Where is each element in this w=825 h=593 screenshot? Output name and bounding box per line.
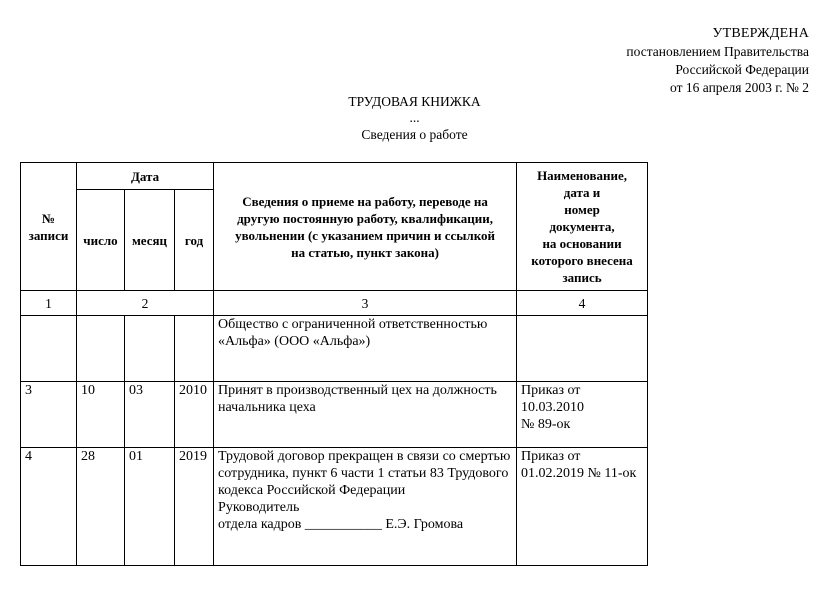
approval-line-3: от 16 апреля 2003 г. № 2 bbox=[670, 80, 809, 95]
column-number-1: 1 bbox=[21, 291, 77, 316]
table-row bbox=[21, 382, 648, 448]
record-day: 10 bbox=[77, 382, 125, 448]
record-no: 4 bbox=[21, 448, 77, 566]
record-no: 3 bbox=[21, 382, 77, 448]
record-basis bbox=[517, 316, 648, 382]
record-info: Принят в производственный цех на должность начальника цеха bbox=[214, 382, 517, 448]
record-day: 28 bbox=[77, 448, 125, 566]
column-number-row bbox=[21, 291, 648, 316]
header-year: год bbox=[175, 190, 214, 291]
document-title: ТРУДОВАЯ КНИЖКА bbox=[348, 94, 481, 109]
record-month: 01 bbox=[125, 448, 175, 566]
header-day: число bbox=[77, 190, 125, 291]
approval-line-2: Российской Федерации bbox=[675, 62, 809, 77]
table-row bbox=[21, 316, 648, 382]
record-info: Трудовой договор прекращен в связи со смертью сотрудника, пункт 6 части 1 статьи 83 Трудового кодекса Российской Федерации Руководитель отдела кадров ___________ Е.Э. Громова bbox=[214, 448, 517, 566]
header-month: месяц bbox=[125, 190, 175, 291]
record-month bbox=[125, 316, 175, 382]
table-row bbox=[21, 448, 648, 566]
record-no bbox=[21, 316, 77, 382]
approval-line-1: постановлением Правительства bbox=[626, 44, 809, 59]
record-info: Общество с ограниченной ответственностью «Альфа» (ООО «Альфа») bbox=[214, 316, 517, 382]
column-number-2: 2 bbox=[77, 291, 214, 316]
header-record-no: № записи bbox=[21, 163, 77, 291]
record-year: 2010 bbox=[175, 382, 214, 448]
approval-stamp bbox=[626, 25, 809, 97]
header-basis: Наименование, дата и номер документа, на основании которого внесена запись bbox=[517, 163, 648, 291]
record-month: 03 bbox=[125, 382, 175, 448]
header-date: Дата bbox=[77, 163, 214, 190]
column-number-4: 4 bbox=[517, 291, 648, 316]
record-year: 2019 bbox=[175, 448, 214, 566]
work-records-table bbox=[20, 162, 648, 566]
record-year bbox=[175, 316, 214, 382]
header-row-1 bbox=[21, 163, 648, 190]
column-number-3: 3 bbox=[214, 291, 517, 316]
record-day bbox=[77, 316, 125, 382]
header-info: Сведения о приеме на работу, переводе на другую постоянную работу, квалификации, увольнении (с указанием причин и ссылкой на статью, пункт закона) bbox=[214, 163, 517, 291]
record-basis: Приказ от 01.02.2019 № 11-ок bbox=[517, 448, 648, 566]
approval-title: УТВЕРЖДЕНА bbox=[712, 26, 809, 41]
record-basis: Приказ от 10.03.2010 № 89-ок bbox=[517, 382, 648, 448]
document-ellipsis: ... bbox=[409, 110, 420, 125]
section-title: Сведения о работе bbox=[361, 127, 468, 142]
